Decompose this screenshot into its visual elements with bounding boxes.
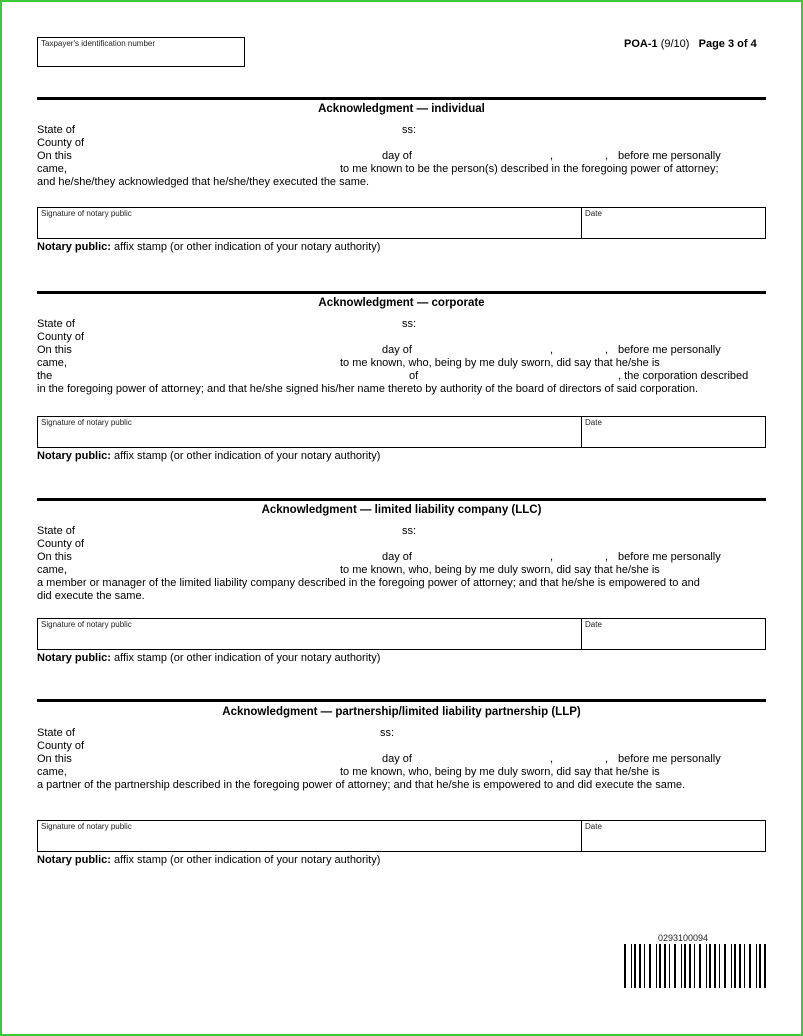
notary-bold: Notary public: xyxy=(37,854,111,866)
state-label: State of xyxy=(37,124,75,136)
state-label: State of xyxy=(37,727,75,739)
year-comma: , xyxy=(605,551,609,563)
section-title-corporate: Acknowledgment — corporate xyxy=(318,297,485,309)
date-comma: , xyxy=(550,150,554,162)
notary-bold: Notary public: xyxy=(37,450,111,462)
notary-signature-box[interactable] xyxy=(37,820,766,852)
ss-label: ss: xyxy=(402,525,417,537)
date-label: Date xyxy=(585,822,602,831)
acknowledgment-text: a member or manager of the limited liability company described in the foregoing power of attorney; and that he/she is empowered to and xyxy=(37,577,700,589)
box-divider xyxy=(581,417,582,447)
state-label: State of xyxy=(37,525,75,537)
section-title-partnership: Acknowledgment — partnership/limited liability partnership (LLP) xyxy=(222,706,581,718)
on-this-label: On this xyxy=(37,344,72,356)
form-identifier xyxy=(624,38,757,50)
box-divider xyxy=(581,208,582,238)
day-of-label: day of xyxy=(382,753,412,765)
acknowledgment-text-continued: did execute the same. xyxy=(37,590,145,602)
came-label: came, xyxy=(37,163,67,175)
signature-label: Signature of notary public xyxy=(41,418,132,427)
notary-stamp-note xyxy=(37,854,380,866)
before-me-text: before me personally xyxy=(618,344,721,356)
corporation-described-text: , the corporation described xyxy=(618,370,749,382)
signature-label: Signature of notary public xyxy=(41,822,132,831)
of-label: of xyxy=(409,370,419,382)
acknowledgment-text: in the foregoing power of attorney; and that he/she signed his/her name thereto by authority of the board of directors of said corporation. xyxy=(37,383,699,395)
notary-stamp-note xyxy=(37,652,380,664)
day-of-label: day of xyxy=(382,150,412,162)
on-this-label: On this xyxy=(37,551,72,563)
state-label: State of xyxy=(37,318,75,330)
taxpayer-id-label: Taxpayer's identification number xyxy=(41,39,156,48)
came-label: came, xyxy=(37,357,67,369)
notary-signature-box[interactable] xyxy=(37,618,766,650)
notary-stamp-note xyxy=(37,241,380,253)
on-this-label: On this xyxy=(37,150,72,162)
barcode-icon xyxy=(624,944,768,988)
notary-stamp-note xyxy=(37,450,380,462)
known-text: to me known, who, being by me duly sworn, did say that he/she is xyxy=(340,766,660,778)
came-label: came, xyxy=(37,766,67,778)
county-label: County of xyxy=(37,740,85,752)
box-divider xyxy=(581,821,582,851)
signature-label: Signature of notary public xyxy=(41,209,132,218)
notary-signature-box[interactable] xyxy=(37,416,766,448)
box-divider xyxy=(581,619,582,649)
came-label: came, xyxy=(37,564,67,576)
date-comma: , xyxy=(550,753,554,765)
before-me-text: before me personally xyxy=(618,753,721,765)
section-rule xyxy=(37,291,766,294)
ss-label: ss: xyxy=(380,727,395,739)
on-this-label: On this xyxy=(37,753,72,765)
before-me-text: before me personally xyxy=(618,150,721,162)
notary-text: affix stamp (or other indication of your notary authority) xyxy=(110,241,381,253)
date-comma: , xyxy=(550,551,554,563)
acknowledgment-text: and he/she/they acknowledged that he/she/they executed the same. xyxy=(37,176,370,188)
year-comma: , xyxy=(605,344,609,356)
known-text: to me known, who, being by me duly sworn, did say that he/she is xyxy=(340,564,660,576)
acknowledgment-text: a partner of the partnership described in the foregoing power of attorney; and that he/she is empowered to and did execute the same. xyxy=(37,779,686,791)
section-title-individual: Acknowledgment — individual xyxy=(318,103,485,115)
section-rule xyxy=(37,699,766,702)
county-label: County of xyxy=(37,331,85,343)
barcode-number: 0293100094 xyxy=(658,933,709,943)
notary-text: affix stamp (or other indication of your notary authority) xyxy=(110,854,381,866)
known-text: to me known to be the person(s) described in the foregoing power of attorney; xyxy=(340,163,719,175)
before-me-text: before me personally xyxy=(618,551,721,563)
the-label: the xyxy=(37,370,53,382)
county-label: County of xyxy=(37,137,85,149)
taxpayer-id-field[interactable] xyxy=(37,37,245,67)
date-label: Date xyxy=(585,209,602,218)
day-of-label: day of xyxy=(382,551,412,563)
day-of-label: day of xyxy=(382,344,412,356)
known-text: to me known, who, being by me duly sworn, did say that he/she is xyxy=(340,357,660,369)
page-number: Page 3 of 4 xyxy=(698,38,757,50)
notary-bold: Notary public: xyxy=(37,652,111,664)
county-label: County of xyxy=(37,538,85,550)
signature-label: Signature of notary public xyxy=(41,620,132,629)
date-label: Date xyxy=(585,620,602,629)
section-rule xyxy=(37,97,766,100)
date-comma: , xyxy=(550,344,554,356)
section-rule xyxy=(37,498,766,501)
ss-label: ss: xyxy=(402,318,417,330)
form-name: POA-1 xyxy=(624,38,658,50)
year-comma: , xyxy=(605,150,609,162)
form-version: (9/10) xyxy=(660,38,690,50)
notary-signature-box[interactable] xyxy=(37,207,766,239)
section-title-llc: Acknowledgment — limited liability company (LLC) xyxy=(261,504,542,516)
year-comma: , xyxy=(605,753,609,765)
ss-label: ss: xyxy=(402,124,417,136)
notary-text: affix stamp (or other indication of your notary authority) xyxy=(110,450,381,462)
date-label: Date xyxy=(585,418,602,427)
notary-text: affix stamp (or other indication of your notary authority) xyxy=(110,652,381,664)
notary-bold: Notary public: xyxy=(37,241,111,253)
